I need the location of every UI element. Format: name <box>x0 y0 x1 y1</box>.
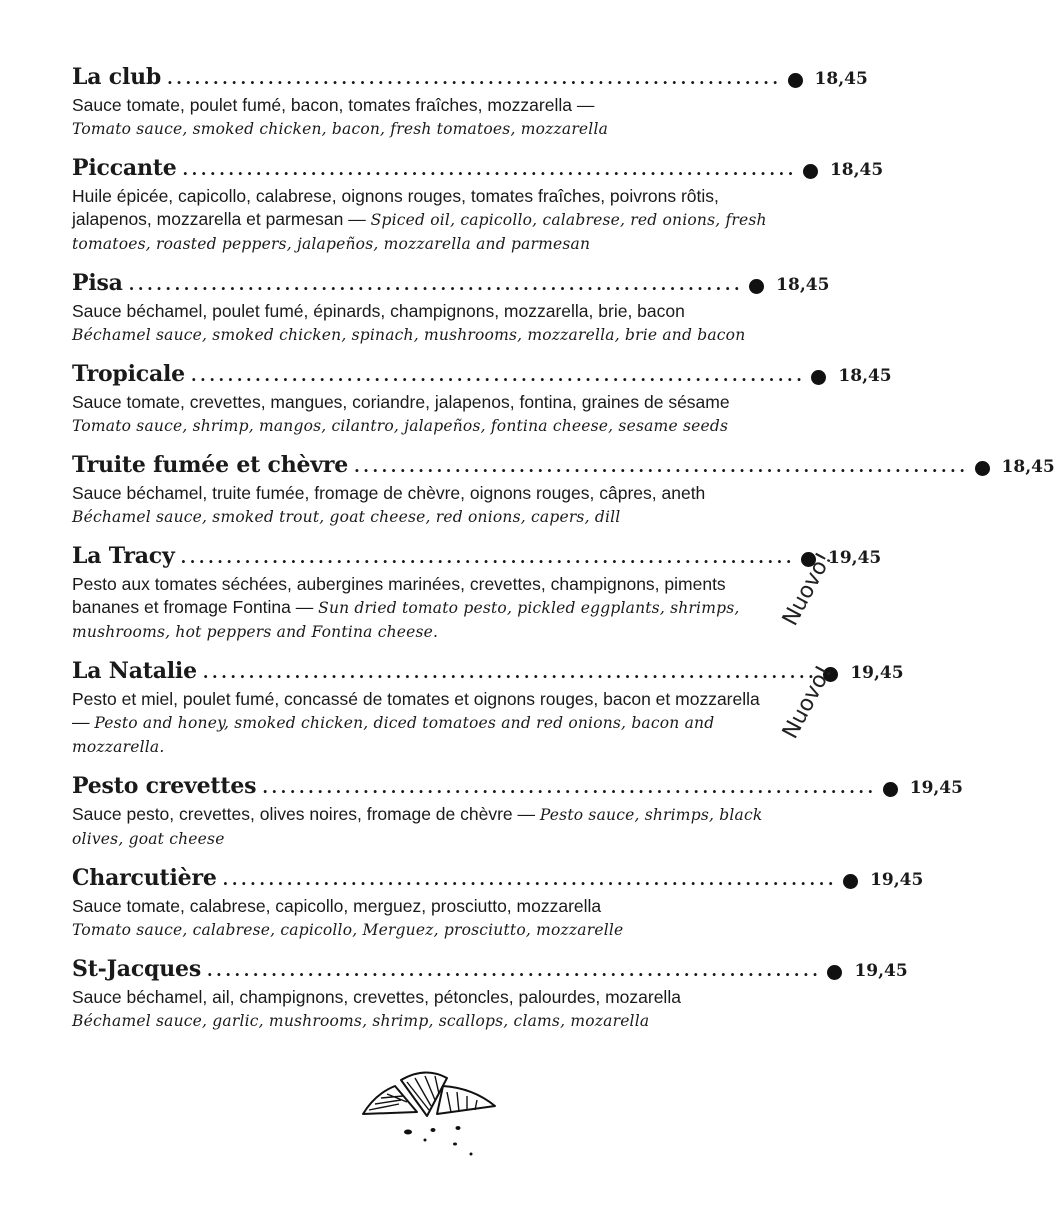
nuovo-annotation: Nuovo! <box>777 661 838 743</box>
item-name: La Tracy <box>72 543 175 569</box>
item-description <box>72 895 782 942</box>
description-fr: Sauce béchamel, ail, champignons, crevettes, pétoncles, palourdes, mozarella <box>72 987 681 1007</box>
item-name: Charcutière <box>72 865 217 891</box>
description-en: Béchamel sauce, garlic, mushrooms, shrimp, scallops, clams, mozarella <box>72 1012 650 1030</box>
item-name: La club <box>72 64 162 90</box>
dot-leader: ................................................................... <box>128 275 744 294</box>
item-price: 18,45 <box>814 69 868 89</box>
description-en: Spiced oil, capicollo, calabrese, red onions, fresh tomatoes, roasted peppers, jalapeños, mozzarella and parmesan <box>72 211 767 253</box>
item-price: 18,45 <box>776 275 830 295</box>
description-en: Tomato sauce, calabrese, capicollo, Merguez, prosciutto, mozzarelle <box>72 921 624 939</box>
dot-leader: ................................................................... <box>182 160 797 179</box>
item-description <box>72 688 782 759</box>
description-en: Béchamel sauce, smoked trout, goat cheese, red onions, capers, dill <box>72 508 621 526</box>
bullet-icon <box>749 279 764 294</box>
dot-leader: ................................................................... <box>180 548 795 567</box>
description-fr: Pesto aux tomates séchées, aubergines marinées, crevettes, champignons, piments bananes et fromage Fontina — <box>72 574 726 617</box>
menu-item <box>72 270 830 347</box>
item-price: 19,45 <box>850 663 904 683</box>
menu-item <box>72 64 868 141</box>
item-description <box>72 94 782 141</box>
item-description <box>72 300 782 347</box>
menu-item <box>72 361 892 438</box>
item-description <box>72 185 782 256</box>
dot-leader: ................................................................... <box>167 69 782 88</box>
bullet-icon <box>843 874 858 889</box>
item-description <box>72 803 782 851</box>
description-fr: Sauce béchamel, poulet fumé, épinards, champignons, mozzarella, brie, bacon <box>72 301 685 321</box>
item-description <box>72 482 782 529</box>
item-price: 18,45 <box>829 160 884 180</box>
dot-leader: ................................................................... <box>202 663 818 682</box>
description-en: Sun dried tomato pesto, pickled eggplants, shrimps, mushrooms, hot peppers and Fontina cheese. <box>72 599 740 641</box>
item-price: 18,45 <box>1001 457 1055 477</box>
description-en: Tomato sauce, smoked chicken, bacon, fresh tomatoes, mozzarella <box>72 120 609 138</box>
bullet-icon <box>788 73 803 88</box>
item-description <box>72 391 782 438</box>
item-name: Pesto crevettes <box>72 773 257 799</box>
item-name: La Natalie <box>72 658 197 684</box>
bullet-icon <box>975 461 990 476</box>
description-fr: Sauce tomate, crevettes, mangues, coriandre, jalapenos, fontina, graines de sésame <box>72 392 730 412</box>
description-fr: Sauce tomate, poulet fumé, bacon, tomates fraîches, mozzarella — <box>72 95 595 115</box>
description-fr: Sauce tomate, calabrese, capicollo, merguez, prosciutto, mozzarella <box>72 896 602 916</box>
item-price: 19,45 <box>854 961 908 981</box>
bullet-icon <box>803 164 818 179</box>
dot-leader: ................................................................... <box>354 457 969 476</box>
item-description <box>72 573 782 644</box>
bullet-icon <box>883 782 898 797</box>
item-price: 18,45 <box>838 366 892 386</box>
item-name: Truite fumée et chèvre <box>72 452 349 478</box>
description-fr: Huile épicée, capicollo, calabrese, oignons rouges, tomates fraîches, poivrons rôtis, jalapenos, mozzarella et parmesan — <box>72 186 719 229</box>
nuovo-annotation: Nuovo! <box>777 548 838 630</box>
description-fr: Pesto et miel, poulet fumé, concassé de tomates et oignons rouges, bacon et mozzarella — <box>72 689 760 732</box>
item-name: Pisa <box>72 270 123 296</box>
description-en: Tomato sauce, shrimp, mangos, cilantro, jalapeños, fontina cheese, sesame seeds <box>72 417 729 435</box>
pizza-slices-illustration <box>355 1064 505 1164</box>
dot-leader: ................................................................... <box>190 366 806 385</box>
item-price: 19,45 <box>870 870 924 890</box>
dot-leader: ................................................................... <box>262 778 877 797</box>
menu-item <box>72 155 884 256</box>
description-fr: Sauce béchamel, truite fumée, fromage de chèvre, oignons rouges, câpres, aneth <box>72 483 706 503</box>
item-price: 19,45 <box>828 548 882 568</box>
item-price: 19,45 <box>909 778 963 798</box>
menu-item <box>72 452 1055 529</box>
item-name: Tropicale <box>72 361 185 387</box>
description-en: Béchamel sauce, smoked chicken, spinach, mushrooms, mozzarella, brie and bacon <box>72 326 746 344</box>
item-name: Piccante <box>72 155 177 181</box>
item-name: St-Jacques <box>72 956 202 982</box>
bullet-icon <box>827 965 842 980</box>
menu-item <box>72 773 963 851</box>
dot-leader: ................................................................... <box>222 870 838 889</box>
menu-item <box>72 865 924 942</box>
item-description <box>72 986 782 1033</box>
slice-right <box>437 1086 495 1114</box>
menu-item <box>72 956 908 1033</box>
description-en: Pesto and honey, smoked chicken, diced tomatoes and red onions, bacon and mozzarella. <box>72 714 715 756</box>
bullet-icon <box>811 370 826 385</box>
description-en: Pesto sauce, shrimps, black olives, goat cheese <box>72 806 763 848</box>
description-fr: Sauce pesto, crevettes, olives noires, fromage de chèvre — <box>72 804 540 824</box>
dot-leader: ................................................................... <box>207 961 822 980</box>
